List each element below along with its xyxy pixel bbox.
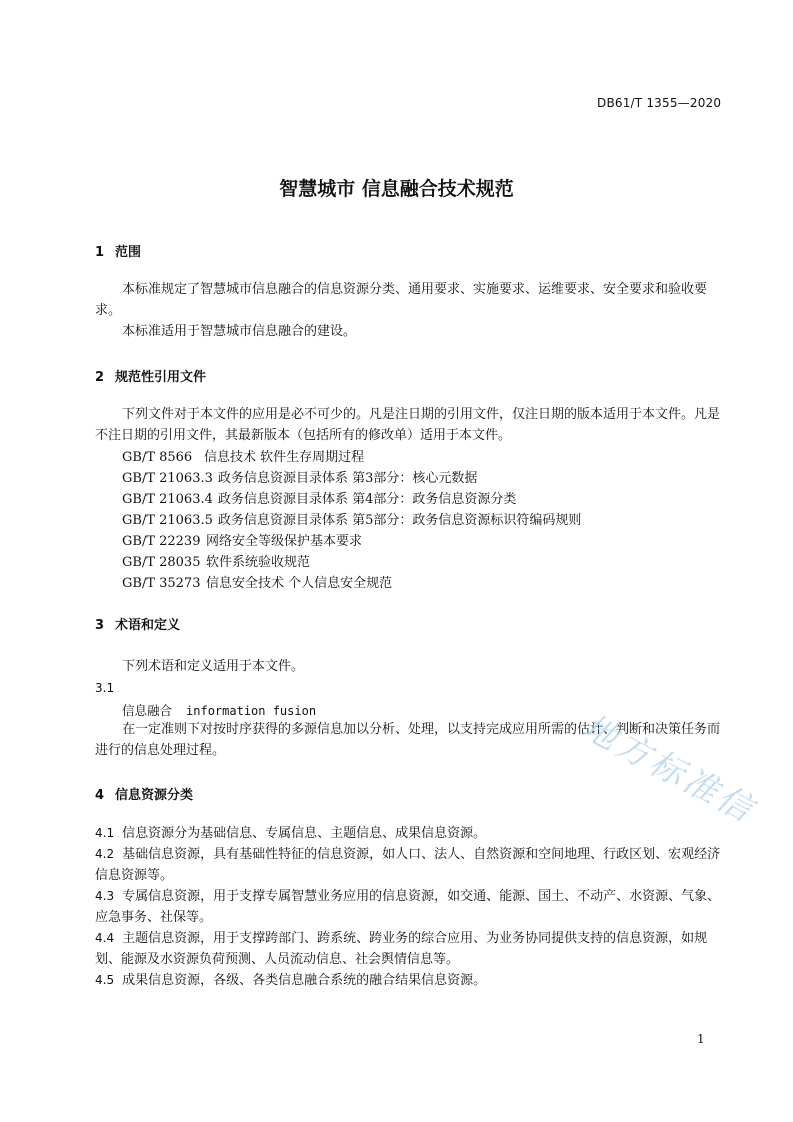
reference-code: GB/T 21063.5 [122,513,213,528]
reference-title: 软件系统验收规范 [206,555,311,570]
clause-text: 成果信息资源，各级、各类信息融合系统的融合结果信息资源。 [122,973,487,988]
reference-code: GB/T 22239 [122,534,201,549]
clause-item [95,928,727,970]
reference-item [122,467,477,486]
section-2-heading [95,366,206,385]
section-title: 术语和定义 [115,618,181,633]
reference-title: 信息技术 软件生存周期过程 [204,450,365,465]
section-4-heading [95,784,193,803]
reference-item [122,509,581,528]
section-1-heading [95,241,141,260]
scope-paragraph-1: 本标准规定了智慧城市信息融合的信息资源分类、通用要求、实施要求、运维要求、安全要求和验收要求。 [95,282,708,318]
reference-item [122,530,362,549]
reference-item [122,551,310,570]
reference-code: GB/T 8566 [122,450,193,465]
reference-title: 政务信息资源目录体系 第5部分：政务信息资源标识符编码规则 [218,513,582,528]
clause-text: 信息资源分为基础信息、专属信息、主题信息、成果信息资源。 [122,826,487,841]
document-title: 智慧城市 信息融合技术规范 [279,178,514,200]
clause-number: 4.1 [95,826,115,840]
watermark: 地方标准信 [575,707,763,832]
terms-intro: 下列术语和定义适用于本文件。 [122,659,305,674]
clause-text: 主题信息资源，用于支撑跨部门、跨系统、跨业务的综合应用、为业务协同提供支持的信息资源，如规划、能源及水资源负荷预测、人员流动信息、社会舆情信息等。 [95,931,708,967]
section-number: 4 [95,788,105,803]
reference-item [122,572,392,591]
clause-item [95,970,727,991]
section-number: 1 [95,245,105,260]
reference-title: 信息安全技术 个人信息安全规范 [206,576,393,591]
term-number: 3.1 [95,681,115,695]
reference-code: GB/T 21063.3 [122,471,213,486]
term-definition: 在一定准则下对按时序获得的多源信息加以分析、处理，以支持完成应用所需的估计、判断和决策任务而进行的信息处理过程。 [95,722,721,758]
section-title: 规范性引用文件 [115,370,207,385]
section-3-heading [95,614,180,633]
clause-number: 4.2 [95,847,115,861]
clause-number: 4.4 [95,931,115,945]
page-number: 1 [697,1032,705,1046]
clause-number: 4.5 [95,973,115,987]
term-chinese: 信息融合 [122,703,173,718]
clause-text: 基础信息资源，具有基础性特征的信息资源，如人口、法人、自然资源和空间地理、行政区划、宏观经济信息资源等。 [95,847,721,883]
reference-title: 政务信息资源目录体系 第3部分：核心元数据 [218,471,478,486]
section-number: 2 [95,370,105,385]
clause-item [95,844,727,886]
clause-item [95,823,727,844]
section-title: 范围 [115,245,142,260]
reference-item [122,446,364,465]
document-code: DB61/T 1355—2020 [597,96,722,110]
section-number: 3 [95,618,105,633]
reference-item [122,488,516,507]
term-english: information fusion [186,704,317,718]
reference-title: 政务信息资源目录体系 第4部分：政务信息资源分类 [218,492,517,507]
clause-text: 专属信息资源，用于支撑专属智慧业务应用的信息资源，如交通、能源、国土、不动产、水资源、气象、应急事务、社保等。 [95,889,721,925]
clause-number: 4.3 [95,889,115,903]
scope-paragraph-2: 本标准适用于智慧城市信息融合的建设。 [122,324,357,339]
reference-title: 网络安全等级保护基本要求 [206,534,363,549]
section-title: 信息资源分类 [115,788,194,803]
clause-item [95,886,727,928]
reference-code: GB/T 28035 [122,555,201,570]
reference-code: GB/T 21063.4 [122,492,213,507]
term-heading [122,701,316,719]
reference-code: GB/T 35273 [122,576,201,591]
references-intro: 下列文件对于本文件的应用是必不可少的。凡是注日期的引用文件，仅注日期的版本适用于本文件。凡是不注日期的引用文件，其最新版本（包括所有的修改单）适用于本文件。 [95,407,721,443]
